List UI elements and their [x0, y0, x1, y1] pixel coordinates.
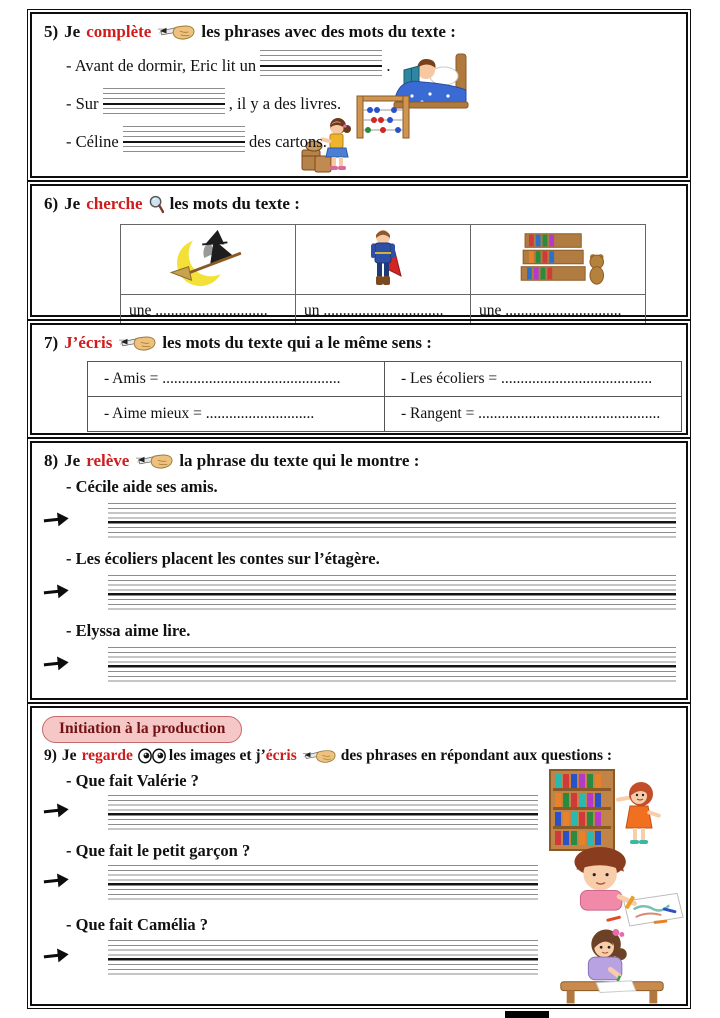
writing-hand-icon [302, 748, 336, 764]
header-tail: les phrases avec des mots du texte : [201, 22, 456, 41]
header-tail: des phrases en répondant aux questions : [340, 747, 613, 764]
writing-lines [108, 940, 538, 976]
magnifier-icon [149, 195, 164, 214]
answer-cell: un ............................... [296, 295, 471, 328]
fill-in-row [32, 50, 686, 80]
header-verb: complète [86, 22, 152, 41]
header-tail: les mots du texte qui a le même sens : [162, 333, 432, 352]
section-number: 7) [44, 333, 59, 352]
header-verb: relève [86, 451, 130, 470]
row-text-after: . [386, 56, 391, 75]
page-number-bar [505, 1011, 549, 1018]
question-prompt: - Que fait Camélia ? [66, 915, 209, 934]
synonym-cell: - Aime mieux = ............................ [88, 397, 385, 432]
section-number: 8) [44, 451, 59, 470]
answer-area [108, 575, 676, 613]
arrow-icon [43, 870, 71, 896]
writing-lines [108, 575, 676, 613]
answer-blank-lines [123, 126, 245, 156]
arrow-icon [43, 945, 71, 971]
section-8-header [32, 443, 686, 471]
witch-on-broom-moon-illustration [121, 225, 296, 295]
answer-area [108, 503, 676, 541]
boy-colouring-illustration [537, 844, 685, 933]
production-badge: Initiation à la production [42, 716, 242, 743]
writing-hand-icon [135, 452, 173, 470]
writing-lines [108, 647, 676, 685]
prince-illustration [296, 225, 471, 295]
writing-hand-icon [157, 23, 195, 41]
section-6-header [32, 186, 686, 214]
writing-lines [108, 795, 538, 831]
arrow-icon [43, 653, 71, 679]
header-verb: cherche [86, 194, 143, 213]
answer-cell: une .............................. [471, 295, 646, 328]
writing-lines [108, 865, 538, 901]
writing-lines [108, 503, 676, 541]
girl-writing-at-desk-illustration [547, 924, 675, 1009]
row-text-before: - Céline [66, 132, 119, 151]
writing-hand-icon [118, 334, 156, 352]
section-9-header [32, 743, 686, 765]
header-subject: Je [61, 747, 77, 764]
section-5-header [32, 14, 686, 42]
synonym-cell: - Les écoliers = ....................................... [385, 362, 682, 397]
answer-blank-lines [260, 50, 382, 80]
header-mid: les images et j’ [168, 747, 266, 764]
section-8-releve [30, 441, 688, 700]
quote-prompt: - Cécile aide ses amis. [66, 477, 218, 496]
wooden-bookshelf-teddy-illustration [471, 225, 646, 295]
question-prompt: - Que fait Valérie ? [66, 771, 199, 790]
row-text-after: , il y a des livres. [228, 94, 342, 113]
header-verb: regarde [81, 747, 133, 764]
fill-in-row [32, 126, 686, 156]
section-number: 5) [44, 22, 59, 41]
header-subject: Je [64, 22, 81, 41]
row-text-before: - Sur [66, 94, 99, 113]
arrow-icon [43, 509, 71, 535]
synonym-cell: - Rangent = ............................................... [385, 397, 682, 432]
question-prompt: - Que fait le petit garçon ? [66, 841, 251, 860]
header-tail: les mots du texte : [169, 194, 300, 213]
row-text-before: - Avant de dormir, Eric lit un [66, 56, 257, 75]
section-7-ecris [30, 323, 688, 435]
arrow-icon [43, 800, 71, 826]
synonyms-table [87, 361, 682, 432]
section-number: 6) [44, 194, 59, 213]
eyes-icon [138, 748, 166, 764]
section-7-header [32, 325, 686, 353]
fill-in-row [32, 88, 686, 118]
arrow-icon [43, 581, 71, 607]
header-subject: Je [64, 451, 81, 470]
section-number: 9) [44, 747, 57, 764]
quote-prompt: - Elyssa aime lire. [66, 621, 191, 640]
word-picture-table [120, 224, 646, 328]
section-5-complete [30, 12, 688, 178]
answer-area [108, 647, 676, 685]
answer-cell: une ............................. [121, 295, 296, 328]
synonym-cell: - Amis = .............................................. [88, 362, 385, 397]
quote-prompt: - Les écoliers placent les contes sur l’étagère. [66, 549, 380, 568]
answer-blank-lines [103, 88, 225, 118]
section-6-cherche [30, 184, 688, 317]
section-9-production [30, 706, 688, 1006]
header-verb: écris [265, 747, 297, 764]
header-verb: J’écris [64, 333, 113, 352]
header-tail: la phrase du texte qui le montre : [179, 451, 420, 470]
row-text-after: des cartons. [248, 132, 327, 151]
header-subject: Je [64, 194, 81, 213]
